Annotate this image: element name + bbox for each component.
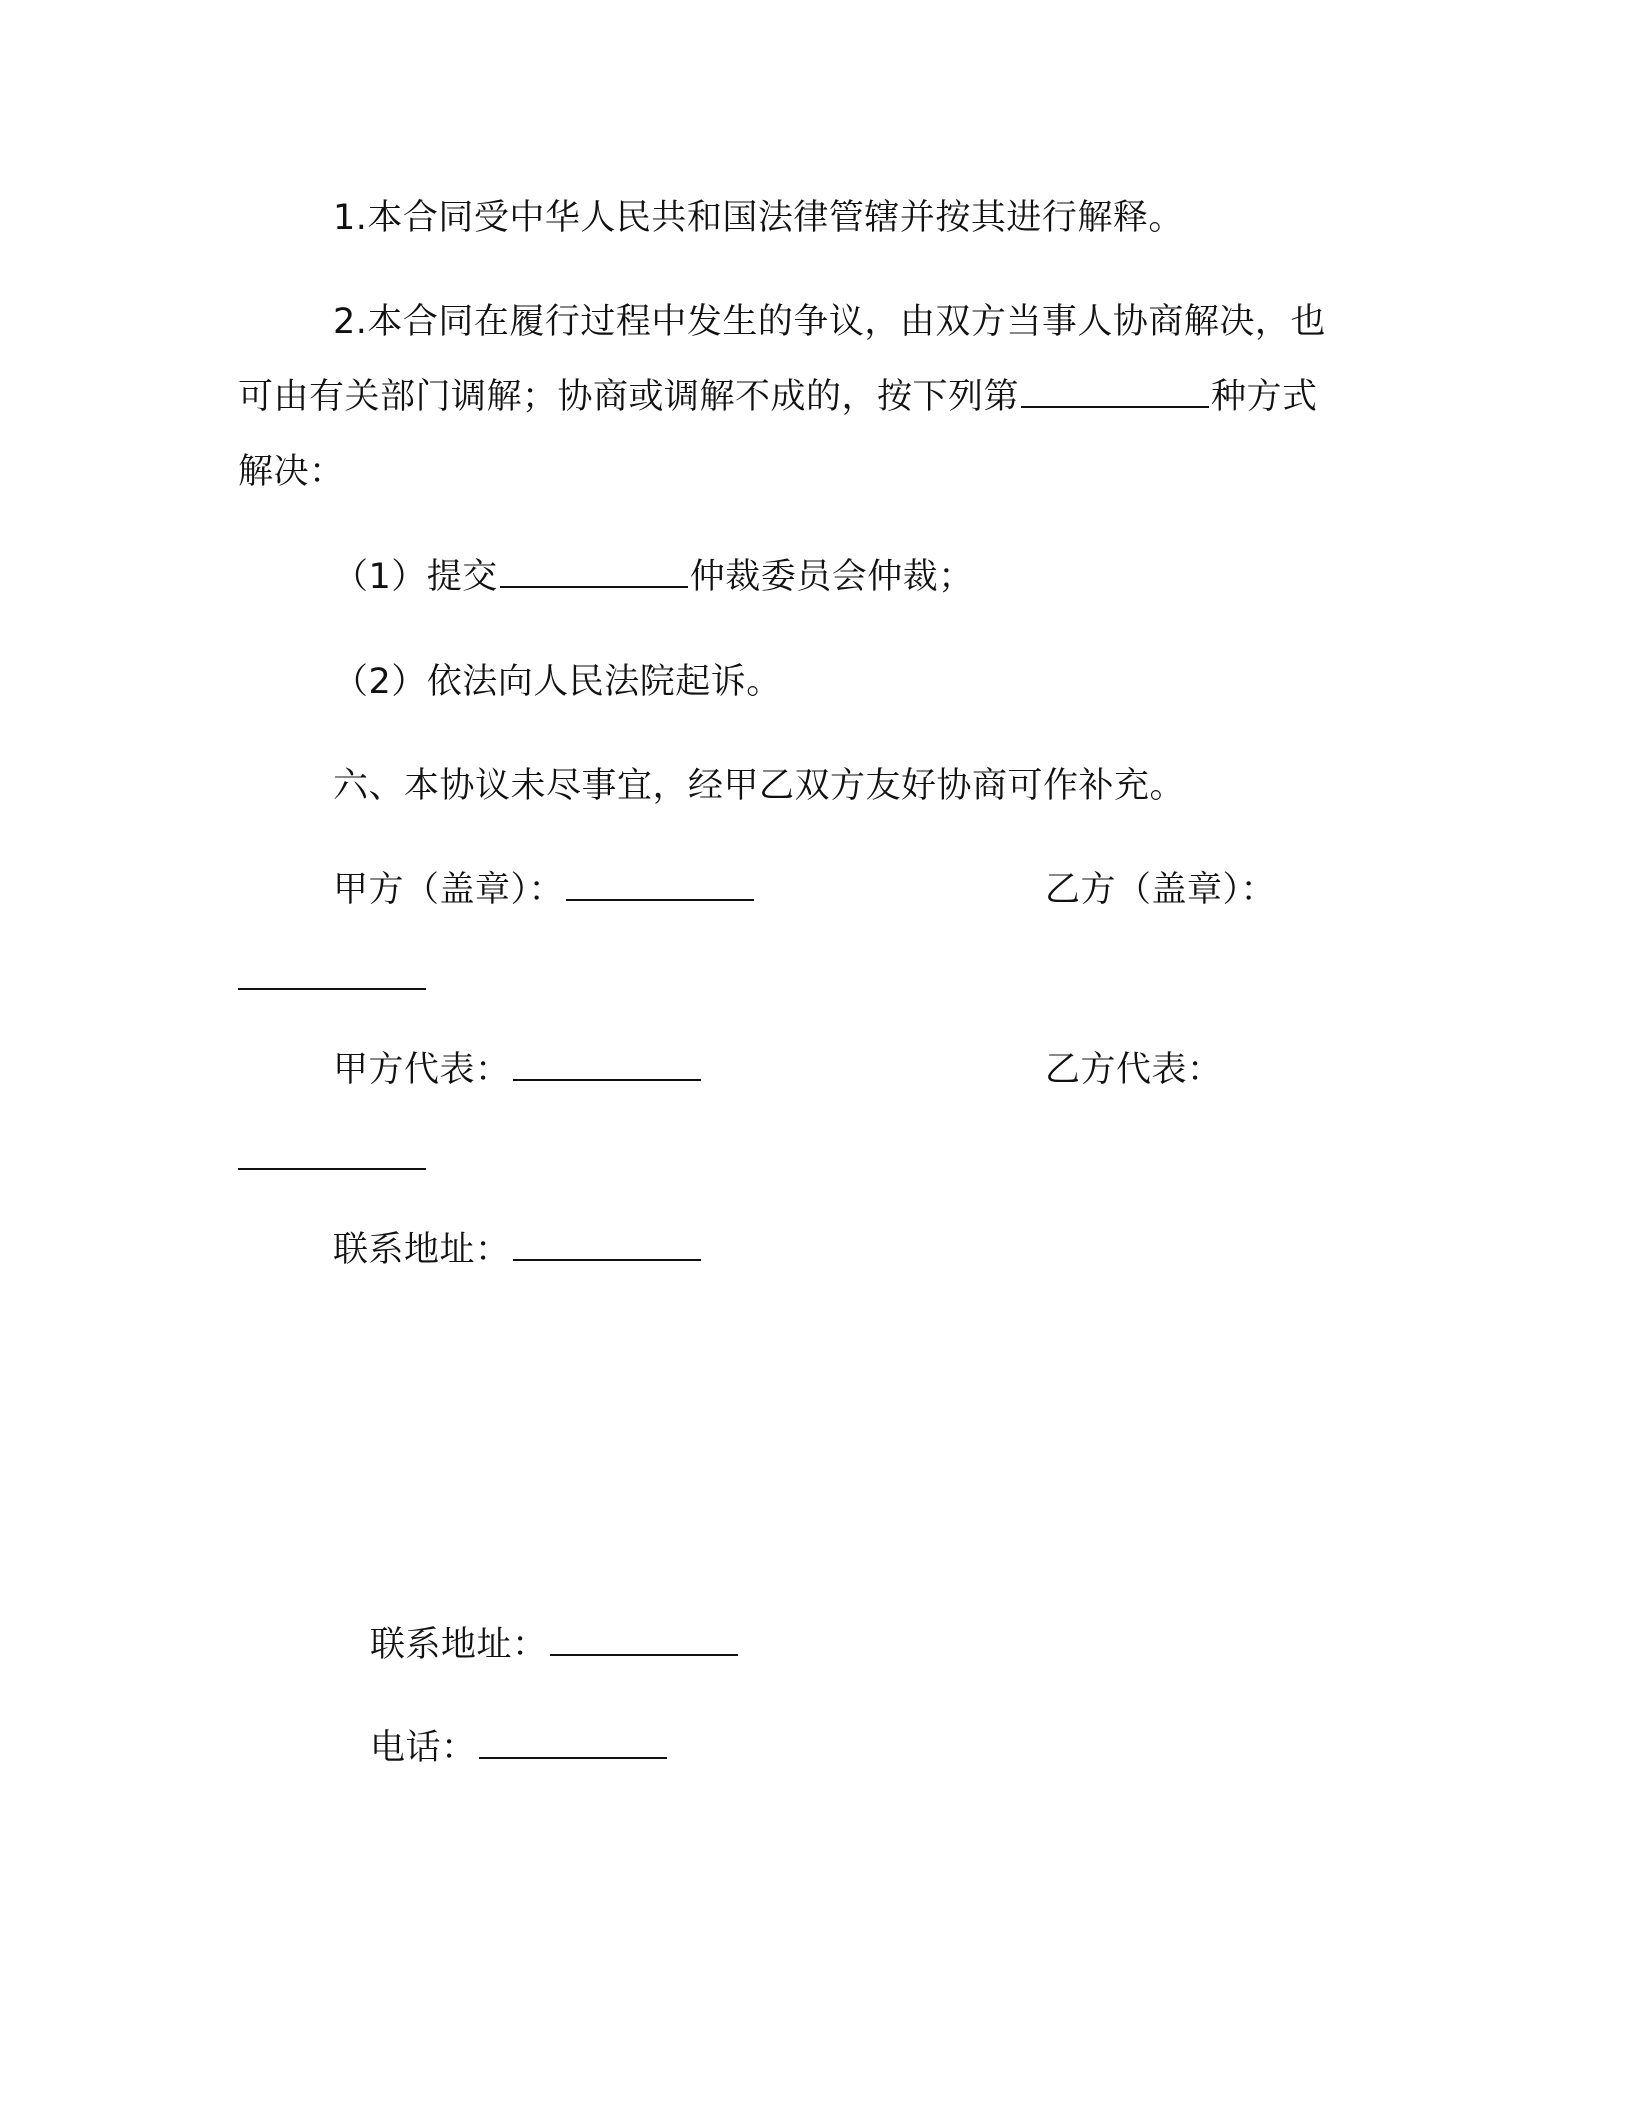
party-a-seal-blank[interactable] — [566, 869, 754, 901]
party-a-rep-blank[interactable] — [513, 1049, 701, 1081]
phone-row — [370, 1726, 669, 1770]
clause-1-text: 1.本合同受中华人民共和国法律管辖并按其进行解释。 — [333, 198, 1184, 238]
party-b-seal-blank[interactable] — [238, 986, 426, 990]
phone-label: 电话： — [370, 1728, 477, 1768]
option-1 — [333, 555, 974, 599]
option-2-text: （2）依法向人民法院起诉。 — [333, 662, 782, 702]
address-blank-1[interactable] — [513, 1229, 701, 1261]
party-b-seal-row — [1045, 868, 1276, 912]
clause-2-line-3-text: 解决： — [238, 452, 345, 492]
party-a-rep-label: 甲方代表： — [333, 1050, 511, 1090]
dispute-method-blank[interactable] — [1021, 376, 1209, 408]
option-2 — [333, 660, 782, 704]
party-b-rep-row — [1045, 1048, 1223, 1092]
clause-1 — [333, 196, 1184, 240]
phone-blank[interactable] — [479, 1727, 667, 1759]
party-b-seal-label: 乙方（盖章）： — [1045, 870, 1277, 910]
address-row-1 — [333, 1228, 703, 1272]
party-b-rep-blank[interactable] — [238, 1166, 426, 1170]
clause-2-line-2-pre: 可由有关部门调解；协商或调解不成的，按下列第 — [238, 377, 1020, 417]
option-1-post: 仲裁委员会仲裁； — [689, 557, 974, 597]
clause-2-line-2-post: 种方式 — [1211, 377, 1318, 417]
party-b-rep-label: 乙方代表： — [1045, 1050, 1223, 1090]
option-1-pre: （1）提交 — [333, 557, 498, 597]
address-label-1: 联系地址： — [333, 1230, 511, 1270]
party-a-seal-label: 甲方（盖章）： — [333, 870, 565, 910]
clause-2-line-2 — [238, 375, 1318, 419]
address-label-2: 联系地址： — [370, 1625, 548, 1665]
address-row-2 — [370, 1623, 740, 1667]
arbitration-committee-blank[interactable] — [500, 556, 688, 588]
party-a-rep-row — [333, 1048, 703, 1092]
clause-2-line-1-text: 2.本合同在履行过程中发生的争议，由双方当事人协商解决，也 — [333, 302, 1326, 342]
clause-2-line-3 — [238, 450, 345, 494]
address-blank-2[interactable] — [550, 1624, 738, 1656]
section-6 — [333, 764, 1185, 808]
clause-2-line-1 — [333, 300, 1326, 344]
party-a-seal-row — [333, 868, 756, 912]
section-6-text: 六、本协议未尽事宜，经甲乙双方友好协商可作补充。 — [333, 766, 1186, 806]
